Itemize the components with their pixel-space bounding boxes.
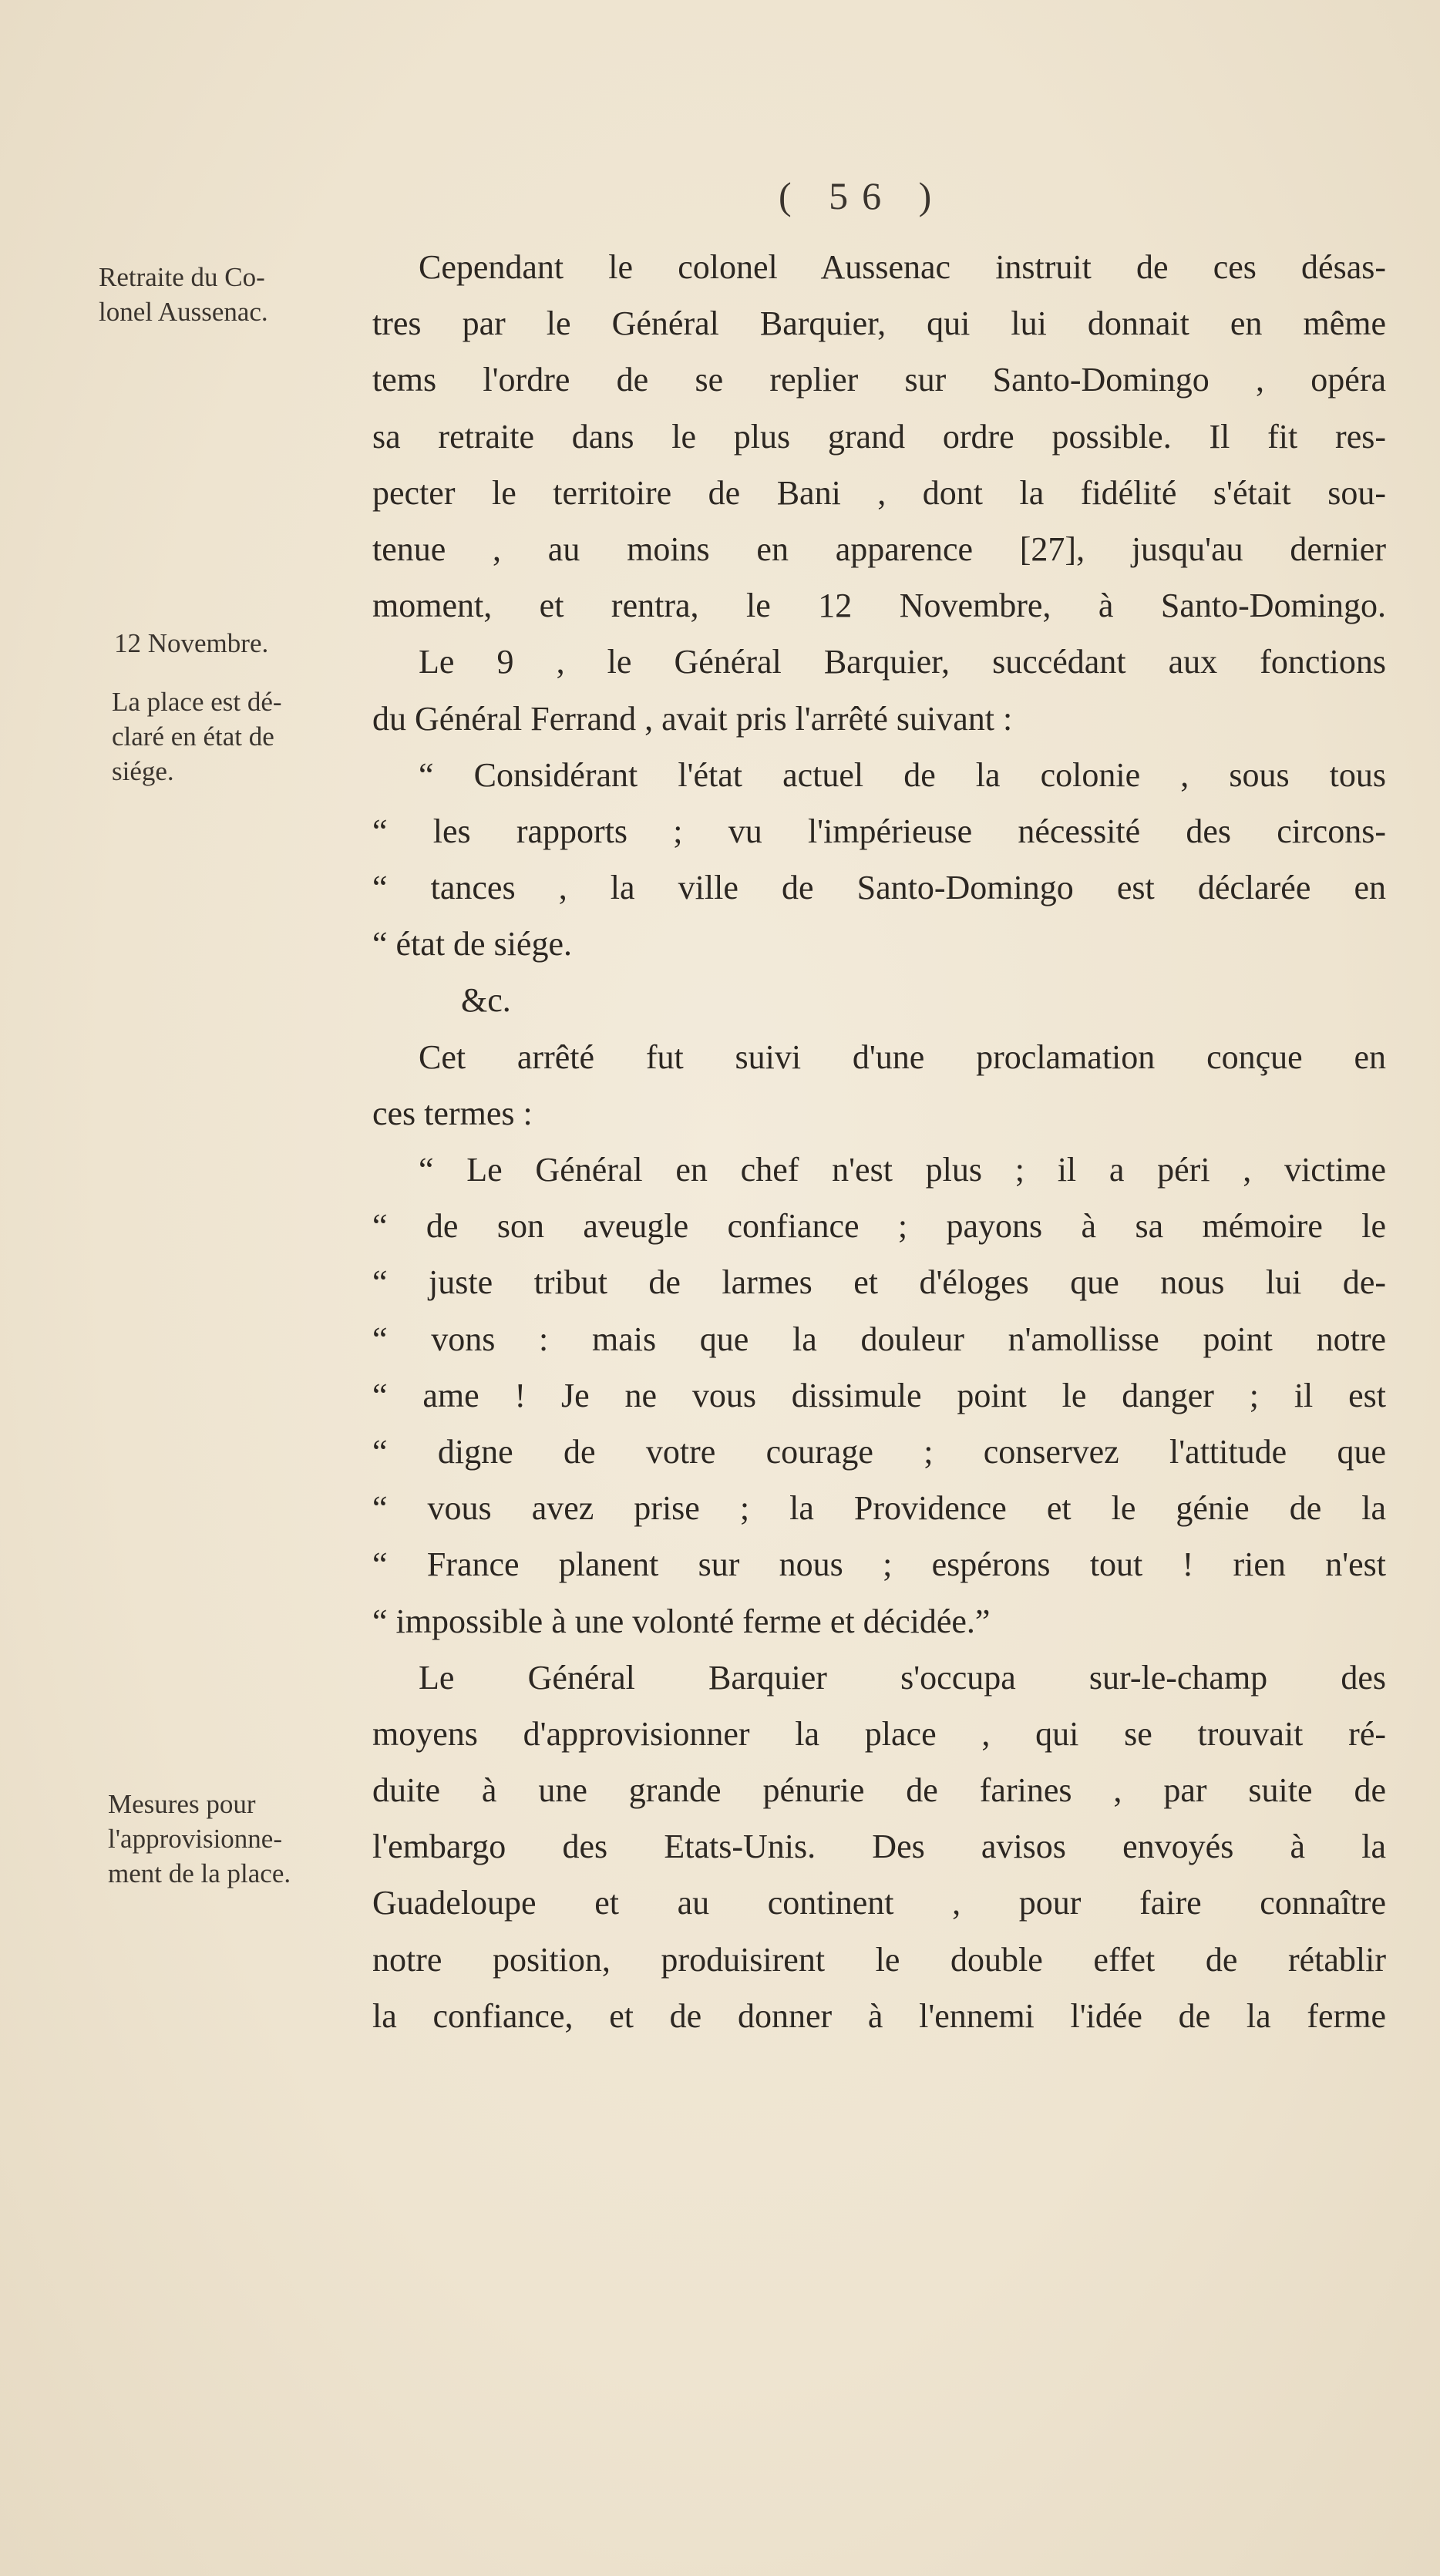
text-line: ces termes : bbox=[372, 1094, 533, 1132]
text-line: &c. bbox=[461, 981, 511, 1020]
text-line: Guadeloupe et au continent , pour faire connaître bbox=[372, 1884, 1386, 1922]
margin-note-line: 12 Novembre. bbox=[114, 628, 269, 658]
text-line: “ ame ! Je ne vous dissimule point le danger ; il est bbox=[372, 1376, 1386, 1414]
page-number: ( 56 ) bbox=[779, 174, 946, 217]
text-line: duite à une grande pénurie de farines , par suite de bbox=[372, 1771, 1386, 1810]
margin-note-line: claré en état de bbox=[112, 721, 274, 752]
margin-note-line: La place est dé- bbox=[112, 687, 282, 717]
margin-note-etat-de-siege bbox=[112, 684, 366, 789]
text-line: “ vous avez prise ; la Providence et le génie de la bbox=[372, 1489, 1386, 1528]
margin-note-approvisionnement bbox=[108, 1787, 362, 1891]
text-line: “ juste tribut de larmes et d'éloges que nous lui de- bbox=[372, 1263, 1386, 1302]
margin-note-line: siége. bbox=[112, 756, 174, 786]
margin-note-line: Retraite du Co- bbox=[99, 262, 265, 292]
text-line: pecter le territoire de Bani , dont la fidélité s'était sou- bbox=[372, 473, 1386, 512]
text-line: tenue , au moins en apparence [27], jusqu'au dernier bbox=[372, 530, 1386, 568]
text-line: “ digne de votre courage ; conservez l'attitude que bbox=[372, 1432, 1386, 1471]
margin-note-line: ment de la place. bbox=[108, 1858, 291, 1888]
text-line: “ tances , la ville de Santo-Domingo est déclarée en bbox=[372, 869, 1386, 907]
text-line: Le 9 , le Général Barquier, succédant aux fonctions bbox=[419, 643, 1386, 681]
text-line: l'embargo des Etats-Unis. Des avisos envoyés à la bbox=[372, 1828, 1386, 1866]
text-line: “ vons : mais que la douleur n'amollisse point notre bbox=[372, 1320, 1386, 1358]
text-line: du Général Ferrand , avait pris l'arrêté suivant : bbox=[372, 699, 1013, 738]
text-line: tems l'ordre de se replier sur Santo-Domingo , opéra bbox=[372, 361, 1386, 399]
text-line: la confiance, et de donner à l'ennemi l'idée de la ferme bbox=[372, 1996, 1386, 2035]
text-line: moyens d'approvisionner la place , qui se trouvait ré- bbox=[372, 1714, 1386, 1753]
text-line: “ impossible à une volonté ferme et décidée.” bbox=[372, 1602, 991, 1640]
margin-note-line: l'approvisionne- bbox=[108, 1824, 282, 1854]
text-line: moment, et rentra, le 12 Novembre, à Santo-Domingo. bbox=[372, 587, 1386, 625]
margin-note-date bbox=[114, 626, 368, 661]
margin-note-retraite bbox=[99, 260, 353, 329]
text-line: “ état de siége. bbox=[372, 925, 572, 963]
text-line: “ de son aveugle confiance ; payons à sa mémoire le bbox=[372, 1207, 1386, 1246]
text-line: “ France planent sur nous ; espérons tout ! rien n'est bbox=[372, 1545, 1386, 1584]
text-line: “ les rapports ; vu l'impérieuse nécessité des circons- bbox=[372, 812, 1386, 850]
text-line: notre position, produisirent le double effet de rétablir bbox=[372, 1940, 1386, 1979]
text-line: Cet arrêté fut suivi d'une proclamation conçue en bbox=[419, 1037, 1386, 1076]
text-line: “ Considérant l'état actuel de la colonie , sous tous bbox=[419, 755, 1386, 794]
text-line: sa retraite dans le plus grand ordre possible. Il fit res- bbox=[372, 417, 1386, 456]
text-line: Cependant le colonel Aussenac instruit de ces désas- bbox=[419, 248, 1386, 286]
margin-note-line: Mesures pour bbox=[108, 1789, 256, 1819]
body-text bbox=[372, 239, 1386, 2044]
text-line: tres par le Général Barquier, qui lui donnait en même bbox=[372, 304, 1386, 343]
text-line: “ Le Général en chef n'est plus ; il a péri , victime bbox=[419, 1151, 1386, 1189]
text-line: Le Général Barquier s'occupa sur-le-champ des bbox=[419, 1658, 1386, 1697]
margin-note-line: lonel Aussenac. bbox=[99, 297, 268, 327]
